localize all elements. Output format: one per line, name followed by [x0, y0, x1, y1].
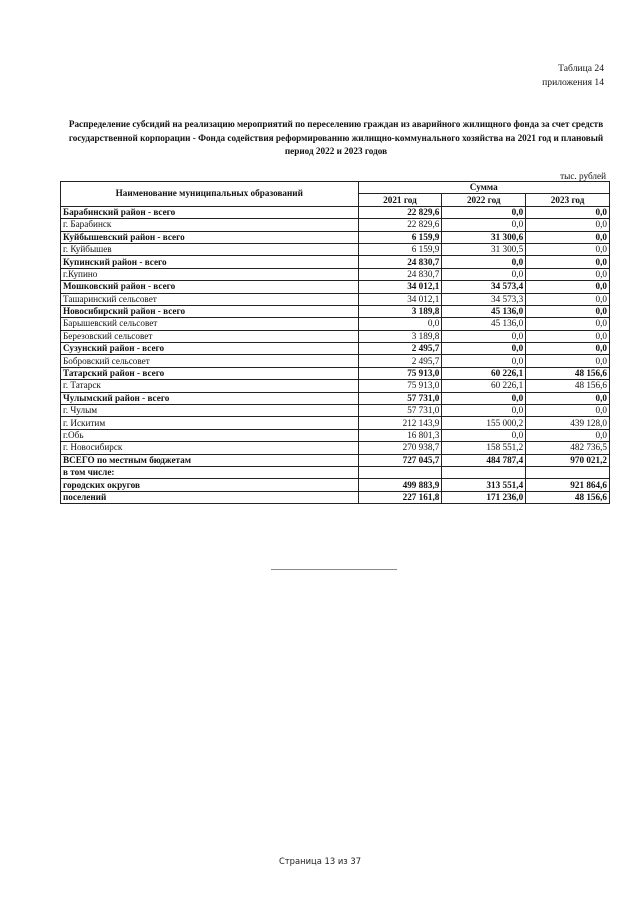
value-2023-cell: 439 128,0: [526, 417, 610, 429]
table-row: [61, 392, 610, 404]
municipality-name-cell: Барабинский район - всего: [61, 206, 359, 218]
table-row: [61, 281, 610, 293]
value-2022-cell: 34 573,3: [442, 293, 526, 305]
value-2021-cell: 57 731,0: [358, 405, 442, 417]
table-row: [61, 466, 610, 478]
municipality-name-cell: Сузунский район - всего: [61, 343, 359, 355]
value-2022-cell: 60 226,1: [442, 367, 526, 379]
municipality-name-cell: г. Татарск: [61, 380, 359, 392]
value-2022-cell: 0,0: [442, 206, 526, 218]
table-row: [61, 243, 610, 255]
column-header-year: 2023 год: [526, 194, 610, 206]
value-2022-cell: 31 300,6: [442, 231, 526, 243]
value-2021-cell: 24 830,7: [358, 256, 442, 268]
table-row: [61, 429, 610, 441]
municipality-name-cell: Мошковский район - всего: [61, 281, 359, 293]
municipality-name-cell: г. Куйбышев: [61, 243, 359, 255]
table-row: [61, 491, 610, 503]
value-2023-cell: 48 156,6: [526, 367, 610, 379]
municipality-name-cell: г. Барабинск: [61, 219, 359, 231]
table-row: [61, 206, 610, 218]
column-header-year: 2022 год: [442, 194, 526, 206]
value-2021-cell: 75 913,0: [358, 367, 442, 379]
table-row: [61, 318, 610, 330]
table-row: [61, 380, 610, 392]
value-2021-cell: 34 012,1: [358, 281, 442, 293]
appendix-number: приложения 14: [542, 77, 604, 88]
value-2021-cell: 75 913,0: [358, 380, 442, 392]
value-2023-cell: 0,0: [526, 231, 610, 243]
value-2021-cell: 0,0: [358, 318, 442, 330]
value-2022-cell: 0,0: [442, 330, 526, 342]
value-2022-cell: 0,0: [442, 268, 526, 280]
value-2022-cell: 0,0: [442, 256, 526, 268]
municipality-name-cell: Барышевский сельсовет: [61, 318, 359, 330]
value-2023-cell: 0,0: [526, 268, 610, 280]
municipality-name-cell: г. Искитим: [61, 417, 359, 429]
value-2021-cell: 24 830,7: [358, 268, 442, 280]
value-2022-cell: 45 136,0: [442, 318, 526, 330]
value-2023-cell: 48 156,6: [526, 380, 610, 392]
value-2023-cell: 0,0: [526, 206, 610, 218]
municipality-name-cell: Бобровский сельсовет: [61, 355, 359, 367]
value-2023-cell: 0,0: [526, 392, 610, 404]
value-2021-cell: 227 161,8: [358, 491, 442, 503]
table-row: [61, 268, 610, 280]
table-row: [61, 293, 610, 305]
value-2023-cell: 48 156,6: [526, 491, 610, 503]
value-2023-cell: 482 736,5: [526, 442, 610, 454]
value-2021-cell: 2 495,7: [358, 343, 442, 355]
document-title: Распределение субсидий на реализацию мероприятий по переселению граждан из аварийного жилищного фонда за счет средств государственной корпорации - Фонда содействия реформированию жилищно-коммунального хозяйства на 2021 год и плановый период 2022 и 2023 годов: [68, 119, 604, 156]
municipality-name-cell: г.Обь: [61, 429, 359, 441]
municipality-name-cell: г. Новосибирск: [61, 442, 359, 454]
municipality-name-cell: в том числе:: [61, 466, 359, 478]
value-2022-cell: 31 300,5: [442, 243, 526, 255]
table-row: [61, 355, 610, 367]
value-2022-cell: 484 787,4: [442, 454, 526, 466]
municipality-name-cell: Татарский район - всего: [61, 367, 359, 379]
value-2023-cell: 0,0: [526, 330, 610, 342]
municipality-name-cell: Березовский сельсовет: [61, 330, 359, 342]
table-row: [61, 231, 610, 243]
value-2021-cell: 57 731,0: [358, 392, 442, 404]
municipality-name-cell: поселений: [61, 491, 359, 503]
table-row: [61, 330, 610, 342]
value-2021-cell: 270 938,7: [358, 442, 442, 454]
unit-label: тыс. рублей: [560, 171, 606, 181]
value-2021-cell: 2 495,7: [358, 355, 442, 367]
municipality-name-cell: Чулымский район - всего: [61, 392, 359, 404]
value-2021-cell: 499 883,9: [358, 479, 442, 491]
value-2021-cell: 212 143,9: [358, 417, 442, 429]
municipality-name-cell: Купинский район - всего: [61, 256, 359, 268]
value-2022-cell: 45 136,0: [442, 305, 526, 317]
table-row: [61, 219, 610, 231]
value-2023-cell: 0,0: [526, 355, 610, 367]
value-2021-cell: 3 189,8: [358, 330, 442, 342]
value-2023-cell: 0,0: [526, 219, 610, 231]
table-number: Таблица 24: [558, 63, 604, 74]
municipality-name-cell: ВСЕГО по местным бюджетам: [61, 454, 359, 466]
value-2023-cell: 0,0: [526, 405, 610, 417]
value-2021-cell: 34 012,1: [358, 293, 442, 305]
value-2022-cell: 0,0: [442, 405, 526, 417]
table-row: [61, 442, 610, 454]
value-2022-cell: 0,0: [442, 392, 526, 404]
table-row: [61, 367, 610, 379]
column-header-year: 2021 год: [358, 194, 442, 206]
value-2021-cell: 16 801,3: [358, 429, 442, 441]
municipality-name-cell: Ташаринский сельсовет: [61, 293, 359, 305]
table-row: [61, 405, 610, 417]
value-2022-cell: [442, 466, 526, 478]
separator-line: [271, 569, 397, 570]
value-2023-cell: 921 864,6: [526, 479, 610, 491]
value-2022-cell: 313 551,4: [442, 479, 526, 491]
table-header-row: [61, 182, 610, 194]
municipality-name-cell: Куйбышевский район - всего: [61, 231, 359, 243]
subsidy-table: [60, 181, 610, 504]
value-2023-cell: 0,0: [526, 281, 610, 293]
value-2021-cell: 22 829,6: [358, 206, 442, 218]
table-row: [61, 305, 610, 317]
value-2022-cell: 0,0: [442, 355, 526, 367]
value-2023-cell: 0,0: [526, 429, 610, 441]
value-2023-cell: 970 021,2: [526, 454, 610, 466]
value-2022-cell: 34 573,4: [442, 281, 526, 293]
value-2023-cell: 0,0: [526, 293, 610, 305]
value-2021-cell: 3 189,8: [358, 305, 442, 317]
municipality-name-cell: городских округов: [61, 479, 359, 491]
value-2022-cell: 158 551,2: [442, 442, 526, 454]
table-row: [61, 454, 610, 466]
value-2021-cell: 22 829,6: [358, 219, 442, 231]
value-2022-cell: 0,0: [442, 429, 526, 441]
value-2023-cell: 0,0: [526, 256, 610, 268]
value-2022-cell: 0,0: [442, 343, 526, 355]
value-2022-cell: 171 236,0: [442, 491, 526, 503]
value-2023-cell: [526, 466, 610, 478]
page-footer: Страница 13 из 37: [278, 856, 362, 866]
value-2022-cell: 60 226,1: [442, 380, 526, 392]
table-row: [61, 479, 610, 491]
table-row: [61, 417, 610, 429]
value-2021-cell: [358, 466, 442, 478]
municipality-name-cell: г. Чулым: [61, 405, 359, 417]
value-2021-cell: 6 159,9: [358, 243, 442, 255]
table-reference: [542, 62, 604, 90]
value-2023-cell: 0,0: [526, 343, 610, 355]
table-row: [61, 343, 610, 355]
municipality-name-cell: Новосибирский район - всего: [61, 305, 359, 317]
value-2023-cell: 0,0: [526, 243, 610, 255]
value-2022-cell: 155 000,2: [442, 417, 526, 429]
column-header-sum: Сумма: [358, 182, 609, 194]
table-row: [61, 256, 610, 268]
value-2023-cell: 0,0: [526, 305, 610, 317]
value-2021-cell: 6 159,9: [358, 231, 442, 243]
value-2023-cell: 0,0: [526, 318, 610, 330]
value-2022-cell: 0,0: [442, 219, 526, 231]
municipality-name-cell: г.Купино: [61, 268, 359, 280]
column-header-name: Наименование муниципальных образований: [61, 182, 359, 207]
value-2021-cell: 727 045,7: [358, 454, 442, 466]
